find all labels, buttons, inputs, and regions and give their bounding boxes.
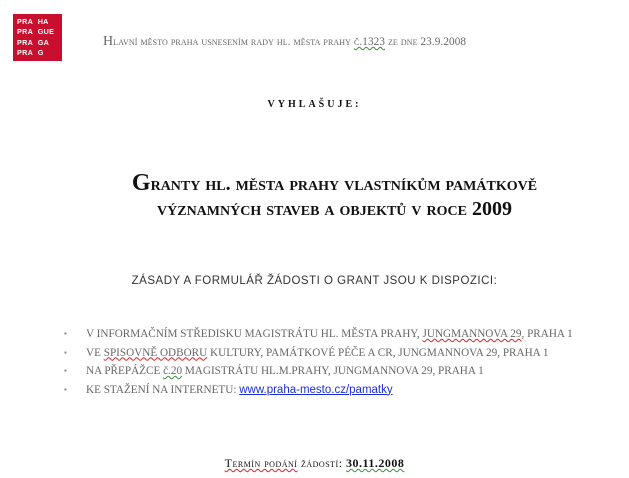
list-item-text: KE STAŽENÍ NA INTERNETU:: [86, 383, 240, 396]
department-name: SPISOVNĚ ODBORU: [103, 346, 208, 359]
logo-text: PRA: [17, 37, 34, 47]
resolution-number: č.1323: [353, 36, 386, 48]
logo-row: [17, 27, 62, 37]
street-address: JUNGMANNOVA 29: [422, 328, 522, 340]
deadline-label-rest: žádostí:: [297, 456, 347, 470]
header-text: lavní město praha usnesením rady hl. města prahy: [113, 36, 354, 48]
list-item-text: KULTURY, PAMÁTKOVÉ PÉČE A CR, JUNGMANNOVA 29, PRAHA 1: [207, 346, 549, 359]
logo-text: G: [37, 48, 44, 58]
logo-text: PRA: [17, 48, 34, 58]
deadline-date: 30.11.2008: [346, 456, 405, 470]
counter-number: č.20: [163, 365, 183, 377]
deadline: [0, 456, 629, 471]
logo-text: GA: [37, 37, 50, 47]
header-date: ze dne 23.9.2008: [385, 36, 467, 48]
logo-text: PRA: [17, 27, 34, 37]
availability-heading: ZÁSADY A FORMULÁŘ ŽÁDOSTI O GRANT JSOU K DISPOZICI:: [131, 275, 498, 287]
website-link[interactable]: www.praha-mesto.cz/pamatky: [239, 383, 393, 396]
logo-text: PRA: [17, 17, 34, 26]
title-line-1-text: ranty hl. města prahy vlastníkům památkově: [150, 173, 538, 195]
logo-text: GUE: [37, 27, 55, 37]
logo-row: [17, 48, 62, 58]
proclaim-heading: VYHLAŠUJE:: [267, 99, 362, 110]
title-line-1: [40, 171, 629, 197]
prague-logo: [13, 14, 62, 61]
list-item: [64, 325, 573, 344]
header-initial: H: [103, 34, 114, 49]
header-resolution: [103, 34, 466, 50]
logo-row: [17, 17, 62, 27]
list-item-text: , PRAHA 1: [521, 328, 573, 340]
list-item: [64, 344, 573, 363]
title-initial: G: [131, 170, 151, 196]
page-title: [40, 171, 629, 222]
title-line-2: významných staveb a objektů v roce 2009: [157, 198, 512, 220]
availability-list: [64, 325, 573, 399]
list-item-text: VE: [86, 346, 104, 359]
list-item: [64, 362, 573, 381]
logo-row: [17, 38, 62, 48]
list-item-text: MAGISTRÁTU HL.M.PRAHY, JUNGMANNOVA 29, PRAHA 1: [182, 365, 484, 377]
logo-text: HA: [37, 17, 49, 26]
list-item-text: NA PŘEPÁŽCE: [86, 365, 164, 377]
list-item: [64, 381, 573, 400]
list-item-text: V INFORMAČNÍM STŘEDISKU MAGISTRÁTU HL. MĚSTA PRAHY,: [86, 328, 423, 340]
deadline-label: Termín podání: [224, 456, 298, 470]
